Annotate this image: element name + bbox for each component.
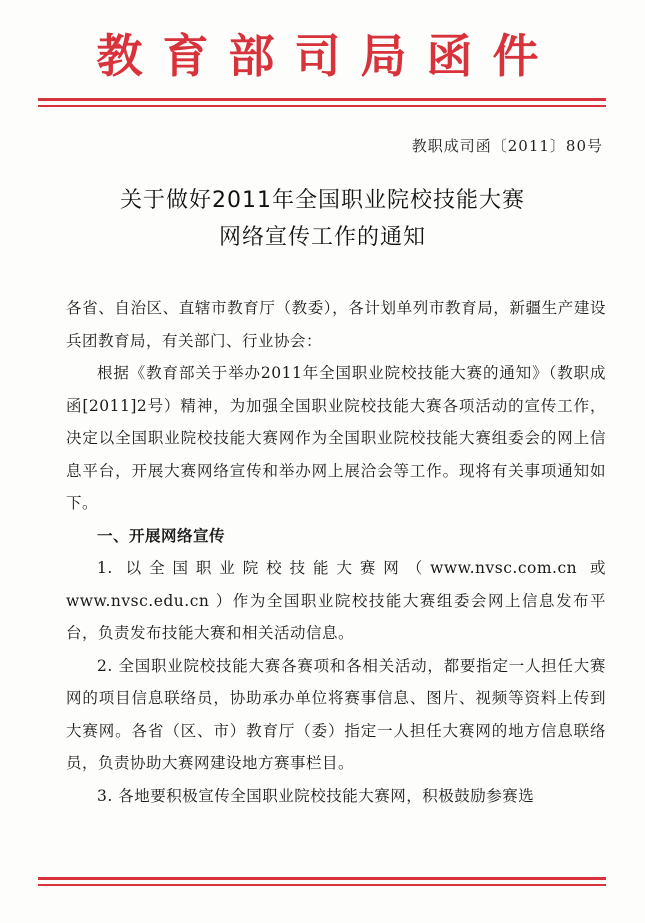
section-heading: 一、开展网络宣传 bbox=[97, 526, 226, 545]
letterhead-rule-thin bbox=[38, 105, 606, 107]
salutation: 各省、自治区、直辖市教育厅（教委），各计划单列市教育局，新疆生产建设兵团教育局，有关部门、行业协会： bbox=[66, 299, 606, 350]
list-item: 3. 各地要积极宣传全国职业院校技能大赛网，积极鼓励参赛选 bbox=[97, 786, 535, 805]
letterhead-title: 教育部司局函件 bbox=[96, 29, 559, 83]
footer-rule-thick bbox=[38, 877, 606, 880]
document-title-line1: 关于做好2011年全国职业院校技能大赛 bbox=[120, 188, 525, 213]
list-item: 1. 以全国职业院校技能大赛网（www.nvsc.com.cn 或 www.nvsc.edu.cn ）作为全国职业院校技能大赛组委会网上信息发布平台，负责发布技能大赛和相关活动信息。 bbox=[66, 559, 606, 642]
document-title-line2: 网络宣传工作的通知 bbox=[218, 225, 426, 250]
paragraph-intro: 根据《教育部关于举办2011年全国职业院校技能大赛的通知》（教职成函[2011]2号）精神，为加强全国职业院校技能大赛各项活动的宣传工作，决定以全国职业院校技能大赛网作为全国职业院校技能大赛组委会的网上信息平台，开展大赛网络宣传和举办网上展洽会等工作。现将有关事项通知如下。 bbox=[66, 364, 606, 512]
letterhead-rule-thick bbox=[38, 98, 606, 101]
document-number: 教职成司函〔2011〕80号 bbox=[411, 137, 603, 155]
list-item: 2. 全国职业院校技能大赛各赛项和各相关活动，都要指定一人担任大赛网的项目信息联络员，协助承办单位将赛事信息、图片、视频等资料上传到大赛网。各省（区、市）教育厅（委）指定一人担任大赛网的地方信息联络员，负责协助大赛网建设地方赛事栏目。 bbox=[66, 656, 606, 772]
footer-rule-thin bbox=[38, 884, 606, 886]
document-body bbox=[66, 292, 606, 812]
